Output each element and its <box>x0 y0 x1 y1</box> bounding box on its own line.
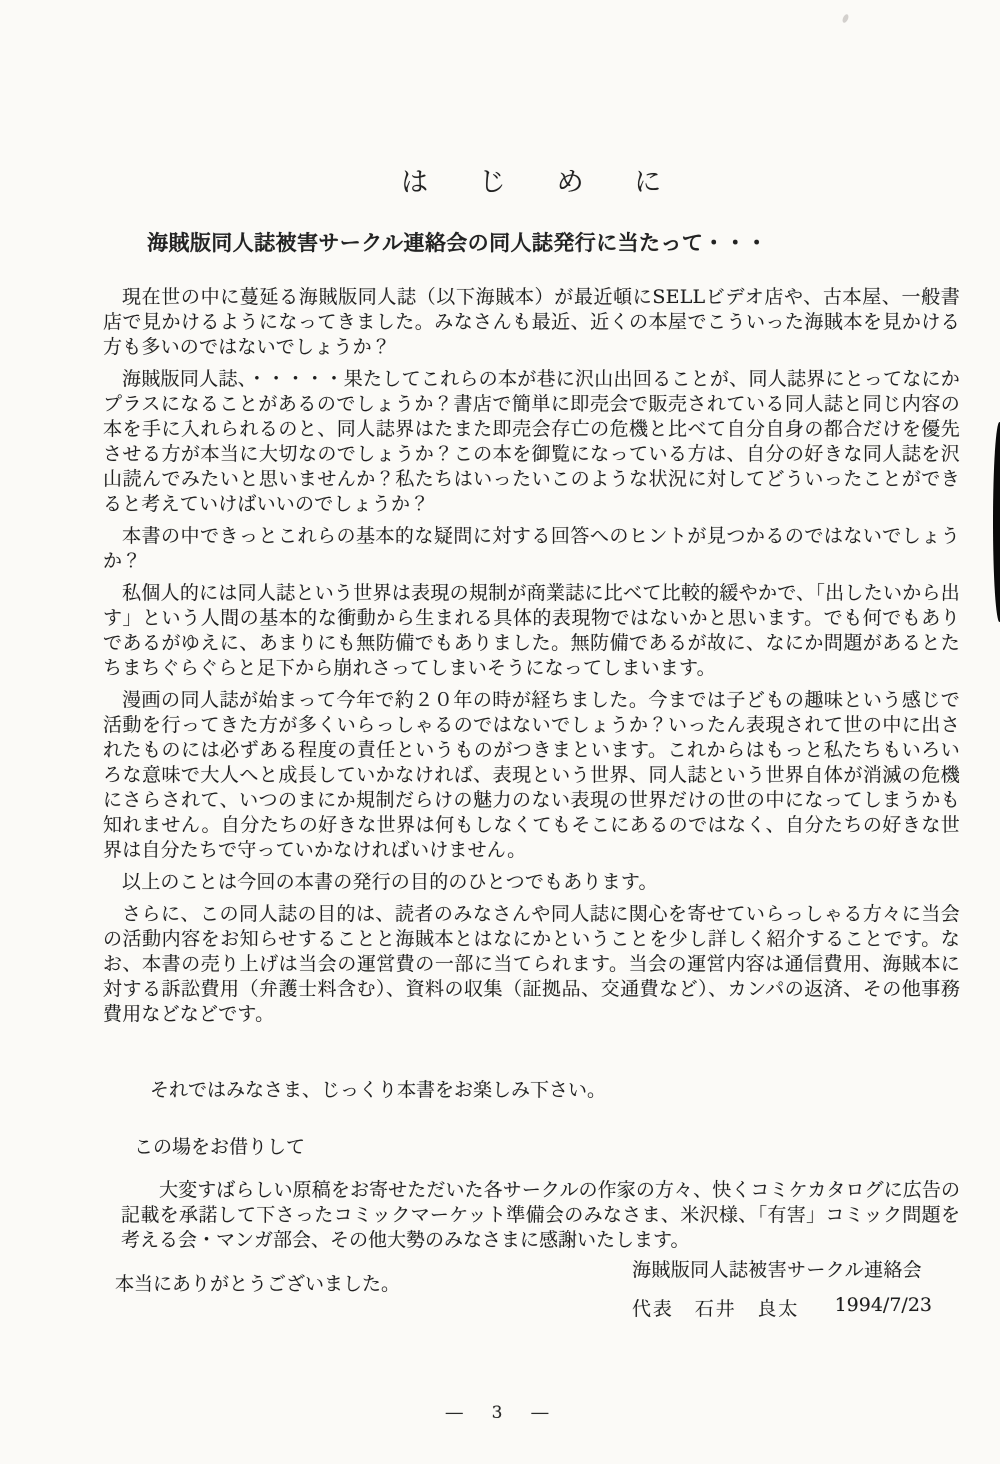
paragraph: 現在世の中に蔓延る海賊版同人誌（以下海賊本）が最近頓にSELLビデオ店や、古本屋、一般書店で見かけるようになってきました。みなさんも最近、近くの本屋でこういった海賊本を見かける方も多いのではないでしょうか？ <box>103 286 960 358</box>
scan-noise-speck <box>841 13 849 23</box>
scan-edge-artifact <box>993 422 1000 622</box>
acknowledgment-heading: この場をお借りして <box>134 1136 306 1158</box>
paragraph: 以上のことは今回の本書の発行の目的のひとつでもあります。 <box>122 871 658 893</box>
paragraph: さらに、この同人誌の目的は、読者のみなさんや同人誌に関心を寄せていらっしゃる方々に当会の活動内容をお知らせすることと海賊本とはなにかということを少し詳しく紹介することです。なお、本書の売り上げは当会の運営費の一部に当てられます。当会の運営内容は通信費用、海賊本に対する訴訟費用（弁護士料含む）、資料の収集（証拠品、交通費など）、カンパの返済、その他事務費用などなどです。 <box>103 903 960 1025</box>
closing-enjoy-line: それではみなさま、じっくり本書をお楽しみ下さい。 <box>150 1079 607 1101</box>
page-title: は じ め に <box>401 167 676 198</box>
paragraph: 本書の中できっとこれらの基本的な疑問に対する回答へのヒントが見つかるのではないでしょうか？ <box>103 525 960 572</box>
acknowledgment-paragraph: 大変すばらしい原稿をお寄せただいた各サークルの作家の方々、快くコミケカタログに広告の記載を承諾して下さったコミックマーケット準備会のみなさま、米沢様、「有害」コミック問題を考える会・マンガ部会、その他大勢のみなさまに感謝いたします。 <box>121 1179 960 1251</box>
document-content <box>103 160 960 1316</box>
signature-organization: 海賊版同人誌被害サークル連絡会 <box>632 1259 923 1281</box>
page-number: ― 3 ― <box>445 1403 555 1423</box>
paragraph: 漫画の同人誌が始まって今年で約２０年の時が経ちました。今までは子どもの趣味という感じで活動を行ってきた方が多くいらっしゃるのではないでしょうか？いったん表現されて世の中に出されたものには必ずある程度の責任というものがつきまといます。これからはもっと私たちもいろいろな意味で大人へと成長していかなければ、表現という世界、同人誌という世界自体が消滅の危機にさらされて、いつのまにか規制だらけの魅力のない表現の世界だけの世の中になってしまうかも知れません。自分たちの好きな世界は何もしなくてもそこにあるのではなく、自分たちの好きな世界は自分たちで守っていかなければいけません。 <box>103 689 961 861</box>
signature-representative-row <box>632 1294 932 1321</box>
paragraph: 私個人的には同人誌という世界は表現の規制が商業誌に比べて比較的緩やかで、「出したいから出す」という人間の基本的な衝動から生まれる具体的表現物ではないかと思います。でも何でもありであるがゆえに、あまりにも無防備でもありました。無防備であるが故に、なにか問題があるとたちまちぐらぐらと足下から崩れさってしまいそうになってしまいます。 <box>103 582 960 679</box>
signature-representative: 代表 石井 良太 <box>632 1298 800 1320</box>
thanks-line: 本当にありがとうございました。 <box>115 1273 401 1295</box>
signature-date: 1994/7/23 <box>834 1294 932 1316</box>
paragraph: 海賊版同人誌、・・・・・果たしてこれらの本が巷に沢山出回ることが、同人誌界にとってなにかプラスになることがあるのでしょうか？書店で簡単に即売会で販売されている同人誌と同じ内容の本を手に入れられるのと、同人誌界はたまた即売会存亡の危機と比べて自分自身の都合だけを優先させる方が本当に大切なのでしょうか？この本を御覧になっている方は、自分の好きな同人誌を沢山読んでみたいと思いませんか？私たちはいったいこのような状況に対してどういったことができると考えていけばいいのでしょうか？ <box>103 368 960 515</box>
document-subtitle: 海賊版同人誌被害サークル連絡会の同人誌発行に当たって・・・ <box>147 230 768 255</box>
body-text <box>103 285 960 1027</box>
signature-block <box>632 1255 932 1321</box>
